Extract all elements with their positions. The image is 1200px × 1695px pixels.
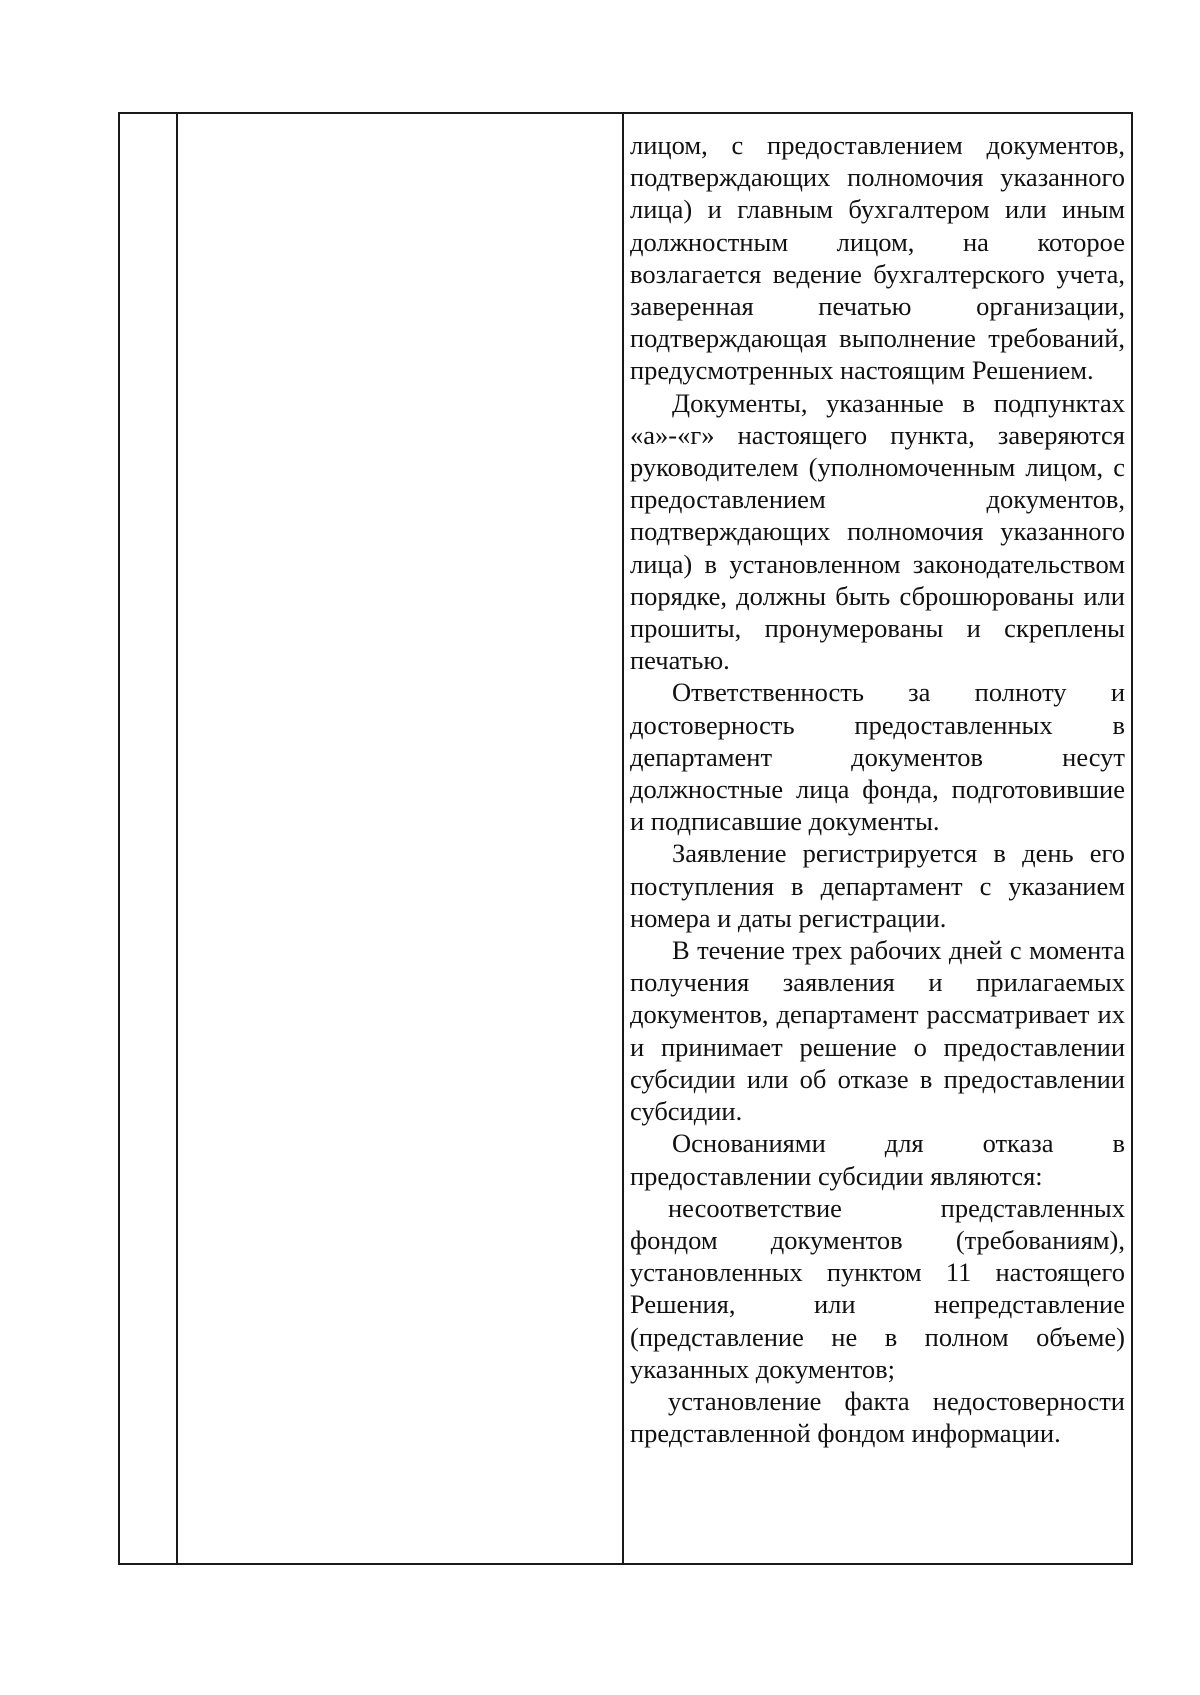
paragraph-refusal-inaccuracy: установление факта недостоверности представленной фондом информации.	[630, 1385, 1125, 1449]
table-column-name	[178, 114, 624, 1563]
paragraph-continuation: лицом, с предоставлением документов, подтверждающих полномочия указанного лица) и главным бухгалтером или иным должностным лицом, на которое возлагается ведение бухгалтерского учета, заверенная печатью организации, подтверждающая выполнение требований, предусмотренных настоящим Решением.	[630, 130, 1125, 386]
paragraph-documents-certification: Документы, указанные в подпунктах «а»-«г» настоящего пункта, заверяются руководителем (уполномоченным лицом, с предоставлением документов, подтверждающих полномочия указанного лица) в установленном законодательством порядке, должны быть сброшюрованы или прошиты, пронумерованы и скреплены печатью.	[630, 387, 1125, 676]
paragraph-refusal-grounds: Основаниями для отказа в предоставлении субсидии являются:	[630, 1128, 1125, 1191]
paragraph-refusal-mismatch: несоответствие представленных фондом документов (требованиям), установленных пунктом 11 настоящего Решения, или непредставление (представление не в полном объеме) указанных документов;	[630, 1192, 1125, 1384]
table-column-number	[120, 114, 178, 1563]
paragraph-registration: Заявление регистрируется в день его поступления в департамент с указанием номера и даты регистрации.	[630, 838, 1125, 933]
paragraph-review-period: В течение трех рабочих дней с момента получения заявления и прилагаемых документов, департамент рассматривает их и принимает решение о предоставлении субсидии или об отказе в предоставлении субсидии.	[630, 935, 1125, 1127]
document-table	[118, 112, 1133, 1565]
paragraph-responsibility: Ответственность за полноту и достоверность предоставленных в департамент документов несут должностные лица фонда, подготовившие и подписавшие документы.	[630, 677, 1125, 837]
table-column-content	[624, 114, 1131, 1563]
